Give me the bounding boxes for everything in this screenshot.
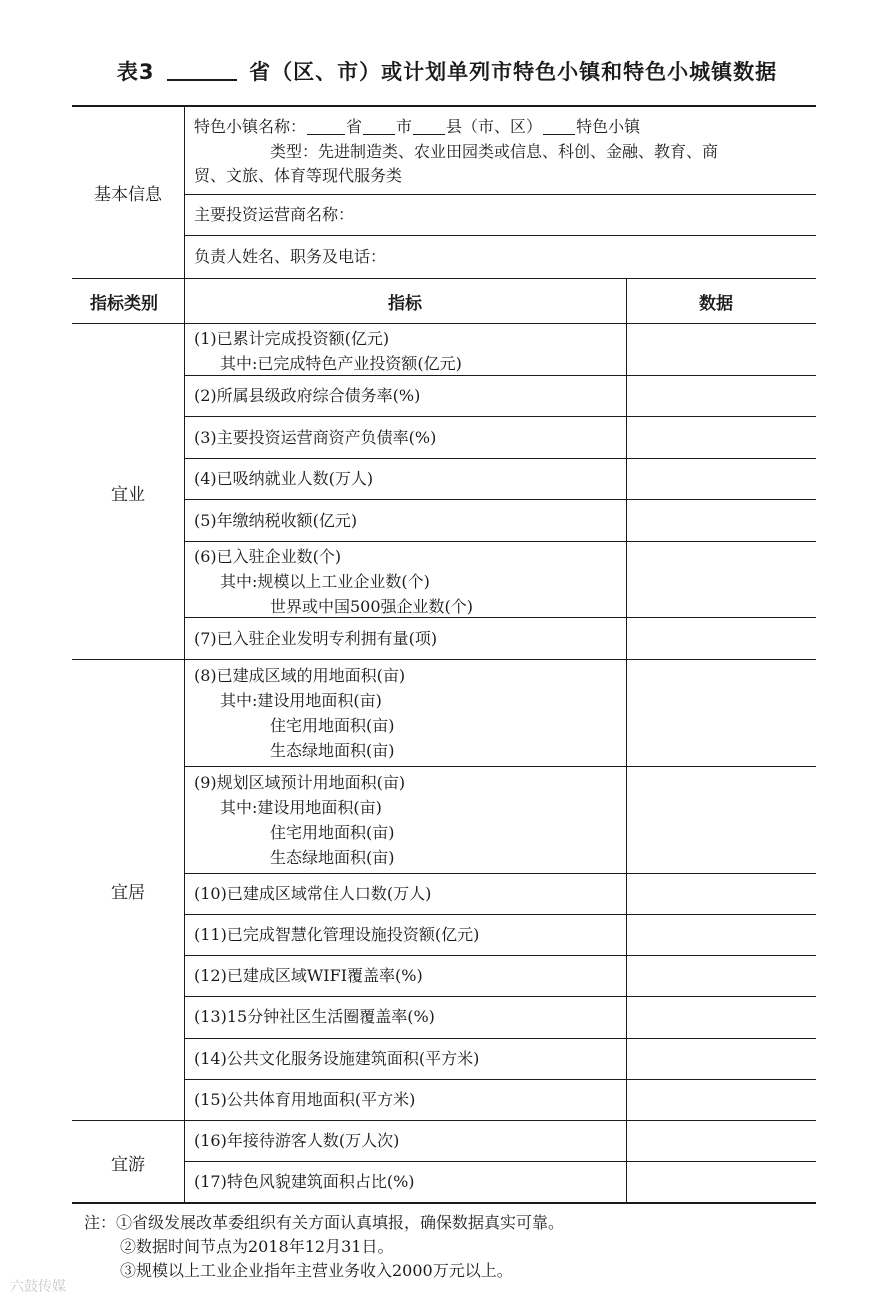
indicator-row: (5)年缴纳税收额(亿元) bbox=[194, 511, 358, 530]
rule bbox=[184, 996, 816, 997]
header-data: 数据 bbox=[699, 294, 733, 314]
blank-field bbox=[363, 134, 395, 135]
indicator-row: (10)已建成区域常住人口数(万人) bbox=[194, 884, 432, 903]
town-name-label: 特色小镇名称： bbox=[194, 117, 307, 136]
rule bbox=[184, 1161, 816, 1162]
indicator-subtext: 其中:建设用地面积(亩) bbox=[220, 798, 382, 817]
indicator-row: (11)已完成智慧化管理设施投资额(亿元) bbox=[194, 925, 480, 944]
note-2: ②数据时间节点为2018年12月31日。 bbox=[120, 1237, 394, 1256]
indicator-row: (16)年接待游客人数(万人次) bbox=[194, 1131, 400, 1150]
indicator-row: (3)主要投资运营商资产负债率(%) bbox=[194, 428, 437, 447]
table-number: 表3 bbox=[116, 60, 155, 84]
column-divider bbox=[626, 278, 627, 1202]
investor-label: 主要投资运营商名称： bbox=[194, 205, 355, 224]
indicator-text: (9)规划区域预计用地面积(亩) bbox=[194, 773, 406, 792]
indicator-row: (13)15分钟社区生活圈覆盖率(%) bbox=[194, 1007, 435, 1026]
indicator-subtext: 住宅用地面积(亩) bbox=[270, 823, 395, 842]
indicator-row: (2)所属县级政府综合债务率(%) bbox=[194, 386, 421, 405]
rule bbox=[184, 458, 816, 459]
indicator-text: (6)已入驻企业数(个) bbox=[194, 547, 342, 566]
indicator-text: (8)已建成区域的用地面积(亩) bbox=[194, 666, 406, 685]
rule bbox=[184, 873, 816, 874]
header-indicator: 指标 bbox=[388, 294, 422, 314]
indicator-subtext: 住宅用地面积(亩) bbox=[270, 716, 395, 735]
rule bbox=[184, 1038, 816, 1039]
indicator-row bbox=[194, 544, 473, 619]
header-category: 指标类别 bbox=[90, 294, 158, 314]
rule bbox=[184, 235, 816, 236]
indicator-row bbox=[194, 326, 462, 376]
indicator-row: (14)公共文化服务设施建筑面积(平方米) bbox=[194, 1049, 480, 1068]
indicator-subtext: 其中:规模以上工业企业数(个) bbox=[220, 572, 430, 591]
indicator-row bbox=[194, 663, 405, 763]
rule bbox=[184, 194, 816, 195]
rule bbox=[184, 416, 816, 417]
type-line: 类型：先进制造类、农业田园类或信息、科创、金融、教育、商 bbox=[270, 142, 719, 161]
table-title bbox=[0, 56, 894, 86]
category-yiyou: 宜游 bbox=[111, 1155, 145, 1175]
indicator-row: (12)已建成区域WIFI覆盖率(%) bbox=[194, 966, 423, 985]
indicator-text: (1)已累计完成投资额(亿元) bbox=[194, 329, 390, 348]
category-yiye: 宜业 bbox=[111, 485, 145, 505]
rule bbox=[184, 541, 816, 542]
indicator-subtext: 生态绿地面积(亩) bbox=[270, 741, 395, 760]
town-name-line bbox=[194, 114, 640, 139]
name-part: 市 bbox=[396, 117, 413, 136]
indicator-subtext: 世界或中国500强企业数(个) bbox=[270, 597, 474, 616]
rule bbox=[184, 955, 816, 956]
indicator-subtext: 其中:建设用地面积(亩) bbox=[220, 691, 382, 710]
person-label: 负责人姓名、职务及电话： bbox=[194, 247, 387, 266]
rule bbox=[184, 766, 816, 767]
rule bbox=[184, 914, 816, 915]
indicator-row: (4)已吸纳就业人数(万人) bbox=[194, 469, 374, 488]
table-title-text: 省（区、市）或计划单列市特色小镇和特色小城镇数据 bbox=[249, 60, 778, 84]
category-basic-info: 基本信息 bbox=[94, 185, 162, 205]
watermark: 六鼓传媒 bbox=[10, 1279, 66, 1295]
rule bbox=[184, 1079, 816, 1080]
category-yiju: 宜居 bbox=[111, 883, 145, 903]
name-part: 特色小镇 bbox=[576, 117, 641, 136]
rule bbox=[184, 499, 816, 500]
name-part: 县（市、区） bbox=[446, 117, 543, 136]
blank-field bbox=[307, 134, 345, 135]
type-line: 贸、文旅、体育等现代服务类 bbox=[194, 166, 403, 185]
indicator-subtext: 其中:已完成特色产业投资额(亿元) bbox=[220, 354, 462, 373]
name-part: 省 bbox=[346, 117, 363, 136]
indicator-row: (17)特色风貌建筑面积占比(%) bbox=[194, 1172, 415, 1191]
blank-field bbox=[413, 134, 445, 135]
province-blank bbox=[167, 79, 237, 81]
indicator-row: (15)公共体育用地面积(平方米) bbox=[194, 1090, 416, 1109]
column-divider bbox=[184, 105, 185, 1203]
indicator-subtext: 生态绿地面积(亩) bbox=[270, 848, 395, 867]
indicator-row bbox=[194, 770, 405, 870]
note-1: 注：①省级发展改革委组织有关方面认真填报，确保数据真实可靠。 bbox=[84, 1213, 565, 1232]
note-3: ③规模以上工业企业指年主营业务收入2000万元以上。 bbox=[120, 1261, 513, 1280]
indicator-row: (7)已入驻企业发明专利拥有量(项) bbox=[194, 629, 438, 648]
blank-field bbox=[543, 134, 575, 135]
